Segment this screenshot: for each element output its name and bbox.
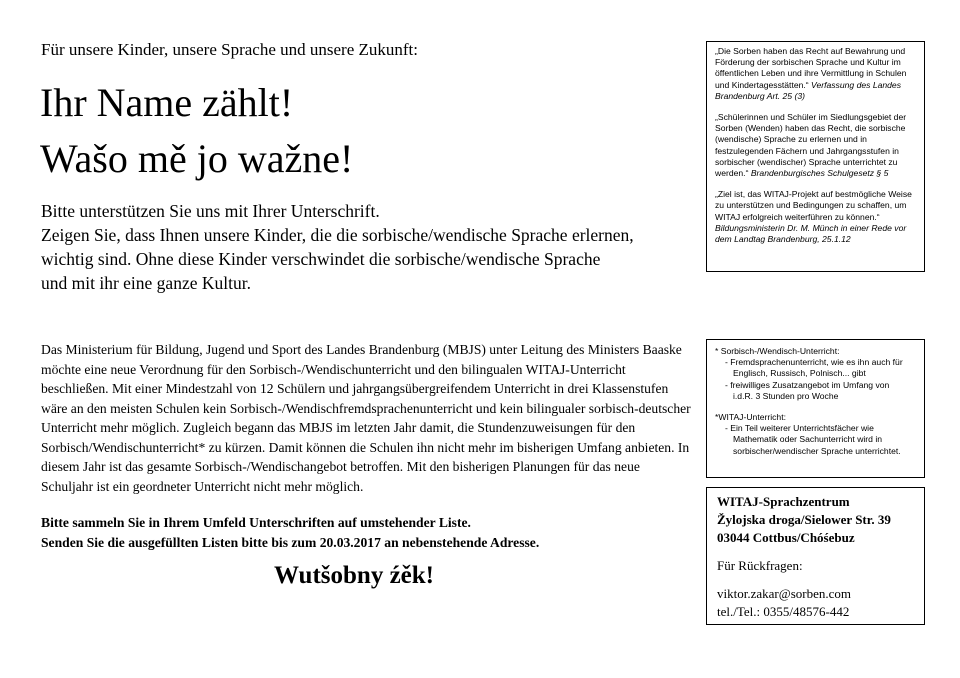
quote-source: Brandenburgisches Schulgesetz § 5 <box>750 168 889 179</box>
appeal-paragraph <box>41 199 681 295</box>
contact-city: 03044 Cottbus/Chóśebuz <box>717 530 855 545</box>
closing-thanks: Wutšobny źěk! <box>274 562 434 589</box>
footnote-item: Mathematik oder Sachunterricht wird in <box>733 434 883 445</box>
appeal-line: Zeigen Sie, dass Ihnen unsere Kinder, die die sorbische/wendische Sprache erlernen, <box>41 225 634 245</box>
footnote-title: *WITAJ-Unterricht: <box>715 412 786 423</box>
quote-text: „Die Sorben haben das Recht auf Bewahrung und Förderung der sorbischen Sprache und Kultur im öffentlichen Leben und ihre Vermittlung in Schulen und Kindertagesstätten.“ <box>715 46 907 90</box>
footnote-item: i.d.R. 3 Stunden pro Woche <box>733 390 839 401</box>
headline-german: Ihr Name zählt! <box>40 80 294 125</box>
body-line: diesem Jahr ist das gesamte Sorbisch-/Wendischangebot betroffen. Mit den bisherigen Planungen für das neue <box>41 459 640 474</box>
contact-email: viktor.zakar@sorben.com <box>717 586 851 601</box>
body-line: möchte eine neue Verordnung für den Sorbisch-/Wendischunterricht und den bilingualen WITAJ-Unterricht <box>41 361 626 377</box>
contact-organization: WITAJ-Sprachzentrum <box>717 494 850 509</box>
contact-street: Žylojska droga/Sielower Str. 39 <box>717 512 891 527</box>
body-line: Das Ministerium für Bildung, Jugend und Sport des Landes Brandenburg (MBJS) unter Leitung des Ministers Baaske <box>41 342 682 357</box>
quote <box>715 46 918 102</box>
appeal-line: und mit ihr eine ganze Kultur. <box>41 273 251 293</box>
quote-text: „Ziel ist, das WITAJ-Projekt auf bestmögliche Weise zu unterstützen und Bedingungen zu schaffen, um WITAJ erfolgreich weiterführen zu können.“ <box>715 189 912 222</box>
quote-text: „Schülerinnen und Schüler im Siedlungsgebiet der Sorben (Wenden) haben das Recht, die sorbische (wendische) Sprache zu erlernen und in festzulegenden Fächern und Jahrgangsstufen in sorbischer (wendischer) Sprache unterrichtet zu werden.“ <box>715 112 907 179</box>
instructions <box>41 513 539 552</box>
body-line: wäre an den meisten Schulen kein Sorbisch-/Wendischfremdsprachenunterricht und kein bilingualer sorbisch-deutscher <box>41 400 691 416</box>
footnote-item: - Fremdsprachenunterricht, wie es ihn auch für <box>725 357 903 368</box>
contact-questions-label: Für Rückfragen: <box>717 558 803 573</box>
body-line: Schuljahr ist ein geordneter Unterricht nicht mehr möglich. <box>41 478 364 494</box>
contact-box <box>706 487 925 625</box>
body-line: Unterricht mehr möglich. Zugleich begann das MBJS im letzten Jahr damit, die Stundenzuweisungen für den <box>41 420 636 435</box>
body-line: beschließen. Mit einer Mindestzahl von 12 Schülern und jahrgangsübergreifendem Unterricht in drei Klassenstufen <box>41 381 669 396</box>
headline-sorbian: Wašo mě jo wažne! <box>40 136 354 181</box>
quotes-box <box>706 41 925 272</box>
appeal-line: wichtig sind. Ohne diese Kinder verschwindet die sorbische/wendische Sprache <box>41 249 601 269</box>
quote-source: Bildungsministerin Dr. M. Münch in einer Rede vor dem Landtag Brandenburg, 25.1.12 <box>715 222 907 245</box>
instructions-line: Bitte sammeln Sie in Ihrem Umfeld Unterschriften auf umstehender Liste. <box>41 515 471 530</box>
footnote-title: * Sorbisch-/Wendisch-Unterricht: <box>715 346 840 356</box>
body-paragraph <box>41 340 701 496</box>
instructions-line: Senden Sie die ausgefüllten Listen bitte bis zum 20.03.2017 an nebenstehende Adresse. <box>41 534 540 550</box>
footnote-item: Englisch, Russisch, Polnisch... gibt <box>733 368 866 379</box>
contact-phone: tel./Tel.: 0355/48576-442 <box>717 604 850 619</box>
quote <box>715 112 918 179</box>
appeal-line: Bitte unterstützen Sie uns mit Ihrer Unterschrift. <box>41 201 380 221</box>
footnotes-box <box>706 339 925 478</box>
body-line: Sorbisch/Wendischunterricht* zu kürzen. Damit können die Schulen ihn nicht mehr im bisherigen Umfang anbieten. In <box>41 439 690 455</box>
quote-source: Verfassung des Landes Brandenburg Art. 25 (3) <box>715 79 902 101</box>
footnote-item: - Ein Teil weiterer Unterrichtsfächer wie <box>725 423 874 434</box>
intro-line: Für unsere Kinder, unsere Sprache und unsere Zukunft: <box>41 40 418 59</box>
footnote-item: - freiwilliges Zusatzangebot im Umfang von <box>725 379 890 390</box>
footnote-item: sorbischer/wendischer Sprache unterrichtet. <box>733 445 901 456</box>
quote <box>715 189 918 245</box>
